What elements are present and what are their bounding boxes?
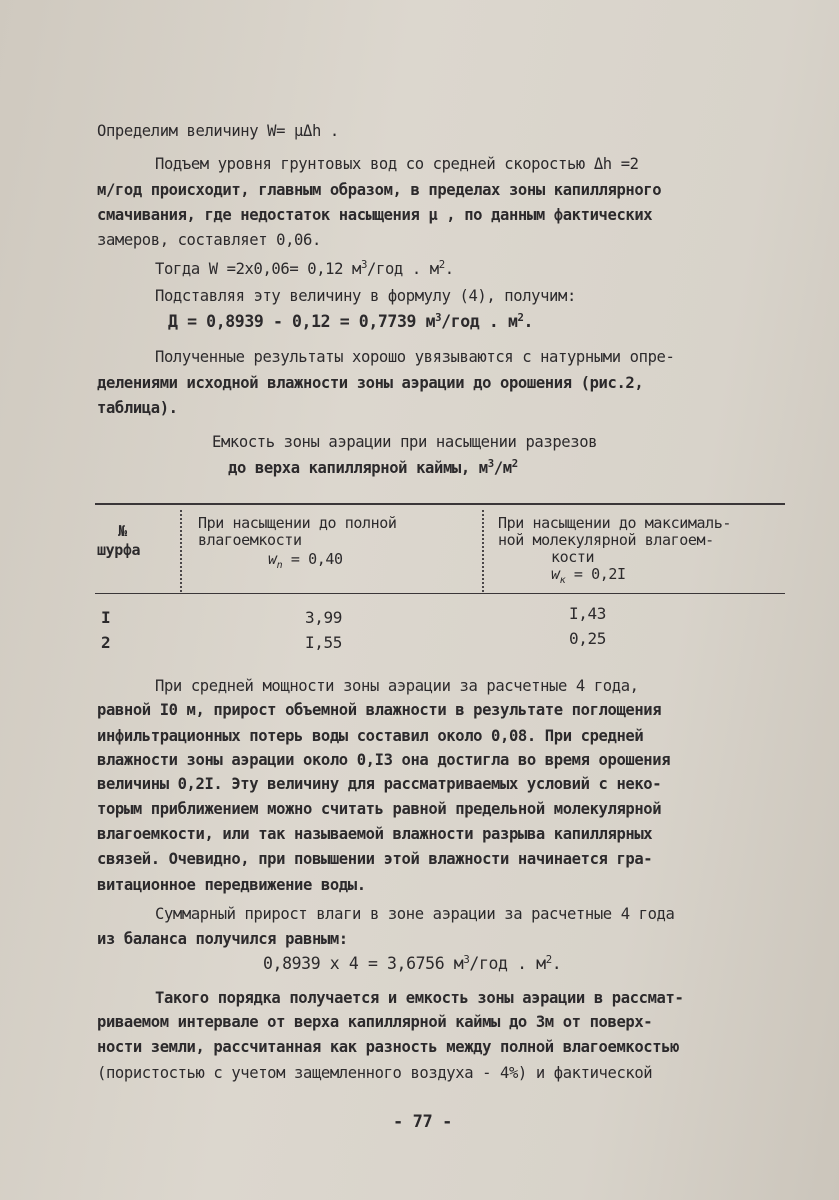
- table-cell: 0,25: [569, 629, 606, 648]
- text-run: влажности зоны аэрации около 0,I3 она достигла во время орошения: [97, 750, 671, 769]
- column-separator: [180, 510, 182, 592]
- table-header-rule: [95, 593, 785, 594]
- text-line: [97, 373, 643, 393]
- text-line: [97, 799, 661, 819]
- text-line: [97, 774, 661, 794]
- superscript: 3: [487, 457, 494, 470]
- formula-line: [155, 259, 454, 281]
- text-run: W= μΔh .: [267, 121, 339, 140]
- text-run: витационное передвижение воды.: [97, 875, 366, 894]
- text-run: Полученные результаты хорошо увязываются с натурными опре-: [155, 347, 675, 366]
- text-line: [97, 929, 348, 949]
- text-run: Суммарный прирост влаги в зоне аэрации за расчетные 4 года: [155, 904, 675, 923]
- col-header-full-capacity: влагоемкости: [198, 531, 302, 549]
- text-run: связей. Очевидно, при повышении этой влажности начинается гра-: [97, 849, 653, 868]
- text-run: из баланса получился равным:: [97, 929, 348, 948]
- text-run: величины 0,2I. Эту величину для рассматриваемых условий с неко-: [97, 774, 662, 793]
- table-caption-line: [228, 458, 518, 480]
- text-line: [97, 230, 321, 250]
- text-run: /год . м: [367, 259, 439, 278]
- text-run: Такого порядка получается и емкость зоны аэрации в рассмат-: [155, 988, 684, 1007]
- col-header-full-capacity-formula: $w_n = 0,40$: [268, 550, 343, 571]
- text-line: [97, 205, 652, 225]
- col-header-number: №: [118, 522, 127, 540]
- text-run: Определим величину: [97, 121, 268, 140]
- table-cell: I,43: [569, 604, 606, 623]
- text-run: При средней мощности зоны аэрации за расчетные 4 года,: [155, 676, 639, 695]
- text-run: ности земли, рассчитанная как разность между полной влагоемкостью: [97, 1037, 680, 1056]
- superscript: 3: [360, 258, 368, 271]
- text-run: риваемом интервале от верха капиллярной каймы до 3м от поверх-: [97, 1012, 653, 1031]
- col-header-number: шурфа: [97, 541, 141, 559]
- text-run: 0,8939 х 4 = 3,6756 м: [263, 954, 464, 974]
- text-line: [97, 398, 178, 418]
- table-cell: I,55: [305, 633, 342, 652]
- text-line: [97, 824, 652, 844]
- text-run: (пористостью с учетом защемленного воздуха - 4%) и фактической: [97, 1063, 653, 1082]
- text-run: Тогда W =2х0,06= 0,12 м: [155, 259, 361, 278]
- text-run: Подставляя эту величину в формулу (4), получим:: [155, 286, 576, 305]
- text-line: [97, 180, 661, 200]
- text-line: [155, 286, 576, 306]
- col-header-max-molecular: кости: [551, 548, 595, 566]
- formula-line: [168, 312, 533, 334]
- text-run: до верха капиллярной каймы, м: [228, 458, 488, 477]
- text-run: смачивания, где недостаток насыщения μ , по данным фактических: [97, 205, 653, 224]
- text-line: [155, 988, 683, 1008]
- text-run: делениями исходной влажности зоны аэрации до орошения (рис.2,: [97, 373, 644, 392]
- table-top-rule: [95, 503, 785, 505]
- text-run: .: [444, 259, 454, 278]
- text-run: /год . м: [469, 954, 546, 974]
- text-line: [155, 904, 674, 924]
- superscript: 3: [435, 311, 442, 324]
- text-line: [155, 676, 639, 696]
- text-line: [97, 1012, 652, 1032]
- col-header-max-molecular: При насыщении до максималь-: [498, 514, 732, 532]
- superscript: 2: [517, 311, 524, 324]
- text-run: влагоемкости, или так называемой влажности разрыва капиллярных: [97, 824, 653, 843]
- text-run: замеров, составляет 0,06.: [97, 230, 321, 249]
- text-run: .: [551, 954, 562, 974]
- col-header-full-capacity: При насыщении до полной: [198, 514, 397, 532]
- text-line: [155, 347, 674, 367]
- text-run: инфильтрационных потерь воды составил около 0,08. При средней: [97, 726, 644, 745]
- text-run: Емкость зоны аэрации при насыщении разрезов: [212, 432, 598, 451]
- text-run: Подъем уровня грунтовых вод со средней скоростью Δh =2: [155, 154, 639, 173]
- text-run: равной I0 м, прирост объемной влажности в результате поглощения: [97, 700, 662, 719]
- text-line: [97, 1037, 679, 1057]
- text-line: [97, 849, 652, 869]
- text-run: /м: [493, 458, 512, 477]
- col-header-max-molecular: ной молекулярной влагоем-: [498, 531, 714, 549]
- table-row-number: I: [101, 608, 111, 627]
- superscript: 2: [511, 457, 518, 470]
- text-line: [97, 121, 339, 141]
- text-run: .: [523, 312, 534, 332]
- superscript: 2: [545, 953, 552, 966]
- table-row-number: 2: [101, 633, 111, 652]
- table-cell: 3,99: [305, 608, 342, 627]
- superscript: 3: [463, 953, 470, 966]
- text-line: [97, 1063, 652, 1083]
- text-line: [97, 875, 366, 895]
- column-separator: [482, 510, 484, 592]
- text-line: [155, 154, 639, 174]
- text-run: таблица).: [97, 398, 178, 417]
- text-line: [97, 726, 643, 746]
- formula-line: [263, 954, 561, 976]
- page-number: - 77 -: [393, 1112, 453, 1132]
- text-run: торым приближением можно считать равной предельной молекулярной: [97, 799, 662, 818]
- text-run: Д = 0,8939 - 0,12 = 0,7739 м: [168, 312, 436, 332]
- superscript: 2: [438, 258, 445, 271]
- col-header-max-molecular-formula: $w_к = 0,2I$: [551, 565, 626, 586]
- text-line: [97, 700, 661, 720]
- text-line: [97, 750, 670, 770]
- text-run: м/год происходит, главным образом, в пределах зоны капиллярного: [97, 180, 662, 199]
- table-caption-line: [212, 432, 597, 452]
- text-run: /год . м: [441, 312, 518, 332]
